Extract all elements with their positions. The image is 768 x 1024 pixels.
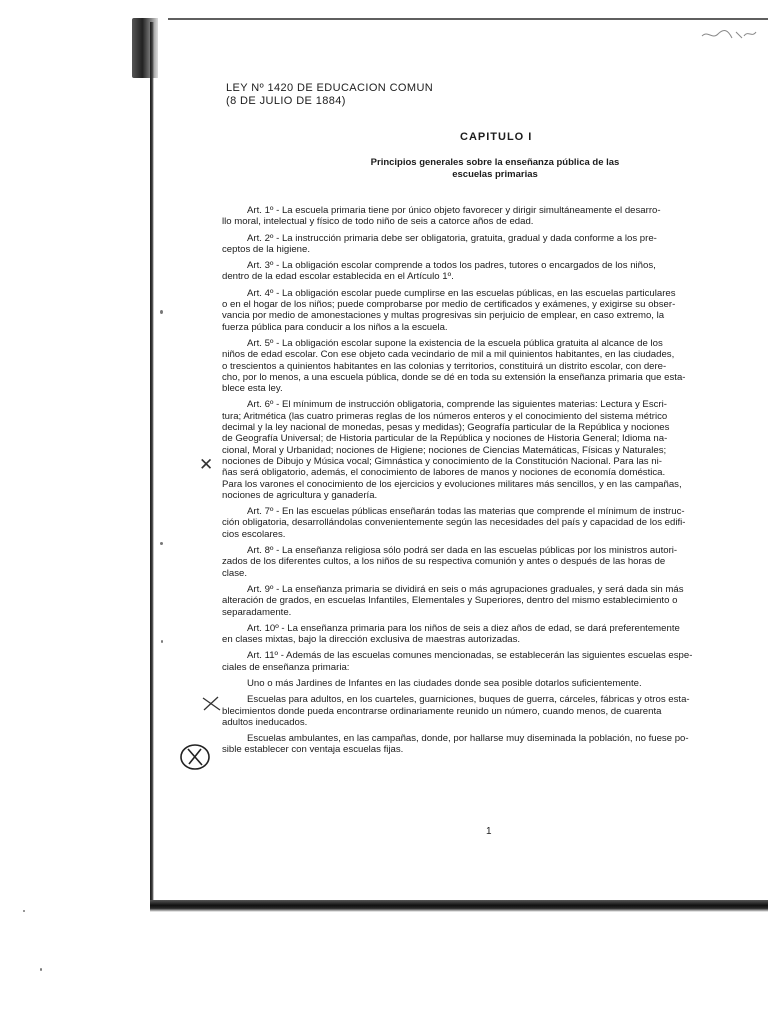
paragraph-line: cios escolares. <box>222 528 286 540</box>
paragraph-line: fuerza pública para conducir a los niños a la escuela. <box>222 321 448 333</box>
paragraph-line: separadamente. <box>222 606 292 618</box>
paragraph-line: Art. 8º - La enseñanza religiosa sólo podrá ser dada en las escuelas públicas por los ministros autori- <box>247 545 678 557</box>
paragraph-line: adultos ineducados. <box>222 716 308 728</box>
paragraph-line: cho, por lo menos, a una escuela pública, donde se dé en toda su extensión la enseñanza primaria que esta- <box>222 371 686 383</box>
article-paragraph <box>222 650 764 673</box>
paragraph-line: blece esta ley. <box>222 383 283 395</box>
paragraph-line: Art. 4º - La obligación escolar puede cumplirse en las escuelas públicas, en las escuelas particulares <box>247 287 676 299</box>
paragraph-line: ceptos de la higiene. <box>222 243 311 255</box>
article-paragraph <box>222 233 764 256</box>
circled-x-mark <box>178 741 212 773</box>
paragraph-line: tura; Aritmética (las cuatro primeras reglas de los números enteros y el conocimiento del sistema métrico <box>222 410 668 422</box>
paragraph-line: Art. 11º - Además de las escuelas comunes mencionadas, se establecerán las siguientes escuelas espe- <box>247 650 693 662</box>
chapter-heading: CAPITULO I <box>460 131 533 143</box>
article-paragraph <box>222 623 764 646</box>
paragraph-line: Escuelas para adultos, en los cuarteles, guarniciones, buques de guerra, cárceles, fábricas y otros esta- <box>247 694 690 706</box>
chapter-subtitle <box>330 157 660 181</box>
corner-scribble-mark <box>700 26 760 48</box>
paragraph-line: blecimientos donde pueda encontrarse ordinariamente reunido un número, cuando menos, de cuarenta <box>222 705 662 717</box>
law-date-line: (8 DE JULIO DE 1884) <box>226 95 346 107</box>
paragraph-line: Para los varones el conocimiento de los ejercicios y evoluciones militares más sencillos, y en las campañas, <box>222 478 682 490</box>
scan-speck <box>23 910 25 912</box>
article-paragraph <box>222 584 764 618</box>
article-paragraph <box>222 399 764 501</box>
paragraph-line: ción obligatoria, desarrollándolas convenientemente según las necesidades del país y capacidad de los edifi- <box>222 517 686 529</box>
paragraph-line: clase. <box>222 567 248 579</box>
article-paragraph <box>222 205 764 228</box>
paragraph-line: Escuelas ambulantes, en las campañas, donde, por hallarse muy diseminada la población, no fuese po- <box>247 733 689 745</box>
paragraph-line: Uno o más Jardines de Infantes en las ciudades donde sea posible dotarlos suficientemente. <box>247 677 642 689</box>
paragraph-line: ciales de enseñanza primaria: <box>222 661 350 673</box>
handwritten-x-mark <box>200 694 224 714</box>
subtitle-line: escuelas primarias <box>452 169 538 180</box>
paragraph-line: nociones de agricultura y ganadería. <box>222 489 378 501</box>
paragraph-line: o trescientos a quinientos habitantes en las colonias y territorios, constituirá un distrito escolar, con dere- <box>222 360 667 372</box>
page-bottom-edge <box>150 900 768 912</box>
scan-speck <box>161 640 163 643</box>
paragraph-line: dentro de la edad escolar establecida en el Artículo 1º. <box>222 271 454 283</box>
scan-speck <box>40 968 42 971</box>
paragraph-line: nociones de Dibujo y Música vocal; Gimnástica y conocimiento de la Constitución Nacional. Para las ni- <box>222 455 662 467</box>
paragraph-line: niños de edad escolar. Con ese objeto cada vecindario de mil a mil quinientos habitantes, en las ciudades, <box>222 349 675 361</box>
page-top-edge <box>168 18 768 20</box>
article-paragraph <box>222 260 764 283</box>
paragraph-line: Art. 5º - La obligación escolar supone la existencia de la escuela pública gratuita al alcance de los <box>247 337 663 349</box>
paragraph-line: o en el hogar de los niños; puede comprobarse por medio de certificados y exámenes, y exigirse su obser- <box>222 299 676 311</box>
article-paragraph <box>222 338 764 394</box>
handwritten-x-mark: ✕ <box>199 455 214 475</box>
subtitle-line: Principios generales sobre la enseñanza pública de las <box>370 157 620 168</box>
paragraph-line: decimal y la ley nacional de monedas, pesas y medidas); Geografía particular de la República y nociones <box>222 422 670 434</box>
binding-shadow <box>132 18 158 78</box>
law-title-line: LEY Nº 1420 DE EDUCACION COMUN <box>226 82 434 94</box>
paragraph-line: en clases mixtas, bajo la dirección exclusiva de maestras autorizadas. <box>222 634 521 646</box>
paragraph-line: alteración de grados, en escuelas Infantiles, Elementales y Superiores, dentro del mismo establecimiento o <box>222 595 678 607</box>
paragraph-line: Art. 9º - La enseñanza primaria se dividirá en seis o más agrupaciones graduales, y será dada sin más <box>247 583 684 595</box>
paragraph-line: de Geografía Universal; de Historia particular de la República y nociones de Historia General; Idioma na- <box>222 433 668 445</box>
article-paragraph <box>222 694 764 728</box>
paragraph-line: Art. 1º - La escuela primaria tiene por único objeto favorecer y dirigir simultáneamente el desarro- <box>247 205 661 216</box>
articles-body <box>222 205 764 761</box>
paragraph-line: Art. 7º - En las escuelas públicas enseñarán todas las materias que comprende el mínimum de instruc- <box>247 506 685 518</box>
paragraph-line: sible establecer con ventaja escuelas fijas. <box>222 744 404 756</box>
scan-speck <box>160 310 163 314</box>
paragraph-line: llo moral, intelectual y físico de todo niño de seis a catorce años de edad. <box>222 216 534 228</box>
paragraph-line: zados de los diferentes cultos, a los niños de su respectiva comunión y antes o después de las horas de <box>222 556 666 568</box>
paragraph-line: Art. 10º - La enseñanza primaria para los niños de seis a diez años de edad, se dará preferentemente <box>247 622 680 634</box>
page-left-edge <box>150 22 154 902</box>
scan-speck <box>160 542 163 545</box>
paragraph-line: vancia por medio de amonestaciones y multas progresivas sin perjuicio de emplear, en caso extremo, la <box>222 310 665 322</box>
page-number: 1 <box>486 826 492 837</box>
paragraph-line: Art. 2º - La instrucción primaria debe ser obligatoria, gratuita, gradual y dada conforme a los pre- <box>247 232 657 244</box>
article-paragraph <box>222 678 764 689</box>
article-paragraph <box>222 288 764 333</box>
article-paragraph <box>222 506 764 540</box>
paragraph-line: ñas será obligatorio, además, el conocimiento de labores de manos y nociones de economía doméstica. <box>222 467 666 479</box>
paragraph-line: Art. 3º - La obligación escolar comprende a todos los padres, tutores o encargados de los niños, <box>247 260 656 272</box>
law-title <box>226 82 433 108</box>
article-paragraph <box>222 733 764 756</box>
paragraph-line: cional, Moral y Urbanidad; nociones de Higiene; nociones de Ciencias Matemáticas, Físicas y Naturales; <box>222 444 667 456</box>
paragraph-line: Art. 6º - El mínimum de instrucción obligatoria, comprende las siguientes materias: Lectura y Escri- <box>247 399 667 411</box>
article-paragraph <box>222 545 764 579</box>
